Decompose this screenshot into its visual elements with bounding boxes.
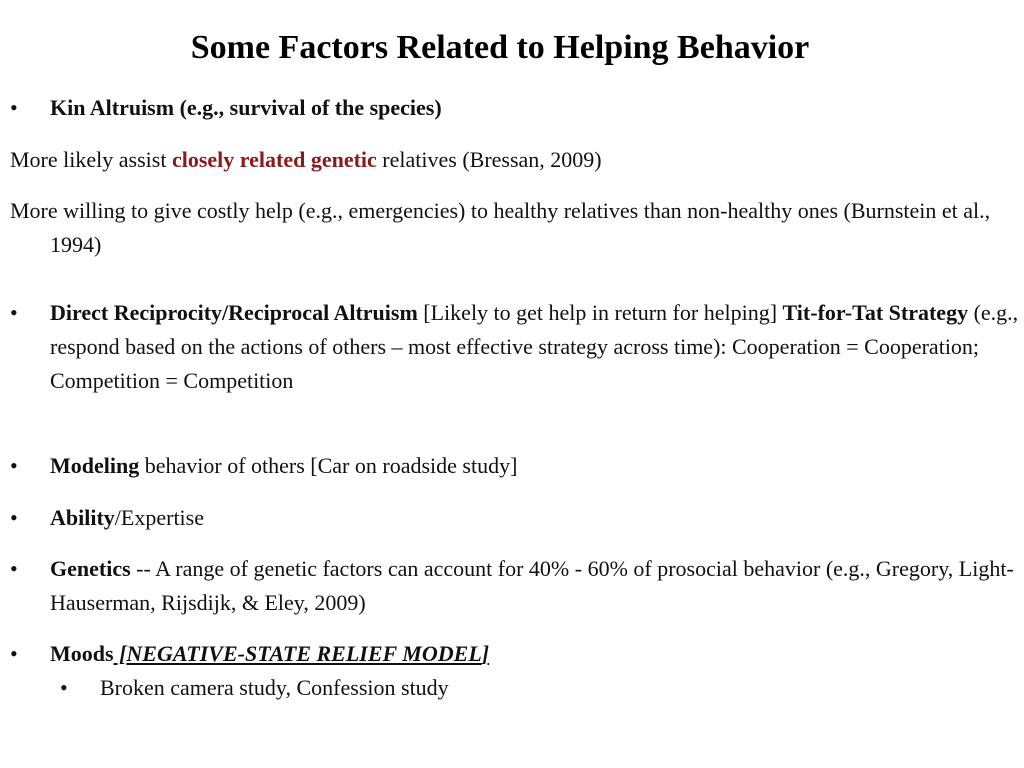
kin-altruism-heading: Kin Altruism (e.g., survival of the species) <box>50 95 442 120</box>
genetics-heading: Genetics <box>50 556 131 581</box>
bullet-kin-altruism <box>10 91 1024 125</box>
bullet-dot: • <box>10 556 18 581</box>
bullet-dot: • <box>10 505 18 530</box>
moods-sub-item: Broken camera study, Confession study <box>100 675 449 700</box>
bullet-dot: • <box>10 300 18 325</box>
bullet-reciprocity <box>10 296 1024 398</box>
bullet-dot: • <box>60 675 68 700</box>
kin-line-1-pre: More likely assist <box>10 147 172 172</box>
bullet-ability <box>10 501 1024 535</box>
kin-line-1 <box>10 143 1024 177</box>
kin-line-2: More willing to give costly help (e.g., emergencies) to healthy relatives than non-healthy ones (Burnstein et al., 1994) <box>10 198 991 257</box>
kin-line-1-post: relatives (Bressan, 2009) <box>376 147 602 172</box>
modeling-heading: Modeling <box>50 453 140 478</box>
model-open-bracket: [ <box>113 641 127 666</box>
bullet-moods <box>10 637 1024 671</box>
slide-title: Some Factors Related to Helping Behavior <box>190 29 810 66</box>
reciprocity-heading: Direct Reciprocity/Reciprocal Altruism <box>50 300 418 325</box>
kin-line-1-highlight: closely related genetic <box>171 147 377 172</box>
ability-heading: Ability <box>50 505 115 530</box>
modeling-text: behavior of others [Car on roadside study] <box>139 453 518 478</box>
bullet-dot: • <box>10 453 18 478</box>
bullet-modeling <box>10 449 1024 483</box>
moods-sub-bullet <box>10 671 1024 705</box>
bullet-dot: • <box>10 95 18 120</box>
reciprocity-text-2: (e.g., respond based on the actions of others – most effective strategy across time): Cooperation = Cooperation; Competition = Competition <box>50 300 1019 393</box>
genetics-text: -- A range of genetic factors can account for 40% - 60% of prosocial behavior (e.g., Gregory, Light-Hauserman, Rijsdijk, & Eley, 2009) <box>50 556 1014 615</box>
model-close-bracket: ] <box>481 641 490 666</box>
reciprocity-text-1: [Likely to get help in return for helping] <box>417 300 783 325</box>
negative-state-relief-model: NEGATIVE-STATE RELIEF MODEL <box>126 641 482 666</box>
moods-heading: Moods <box>50 641 114 666</box>
tit-for-tat-heading: Tit-for-Tat Strategy <box>782 300 969 325</box>
bullet-dot: • <box>10 641 18 666</box>
bullet-genetics <box>10 552 1024 620</box>
ability-text: /Expertise <box>114 505 204 530</box>
